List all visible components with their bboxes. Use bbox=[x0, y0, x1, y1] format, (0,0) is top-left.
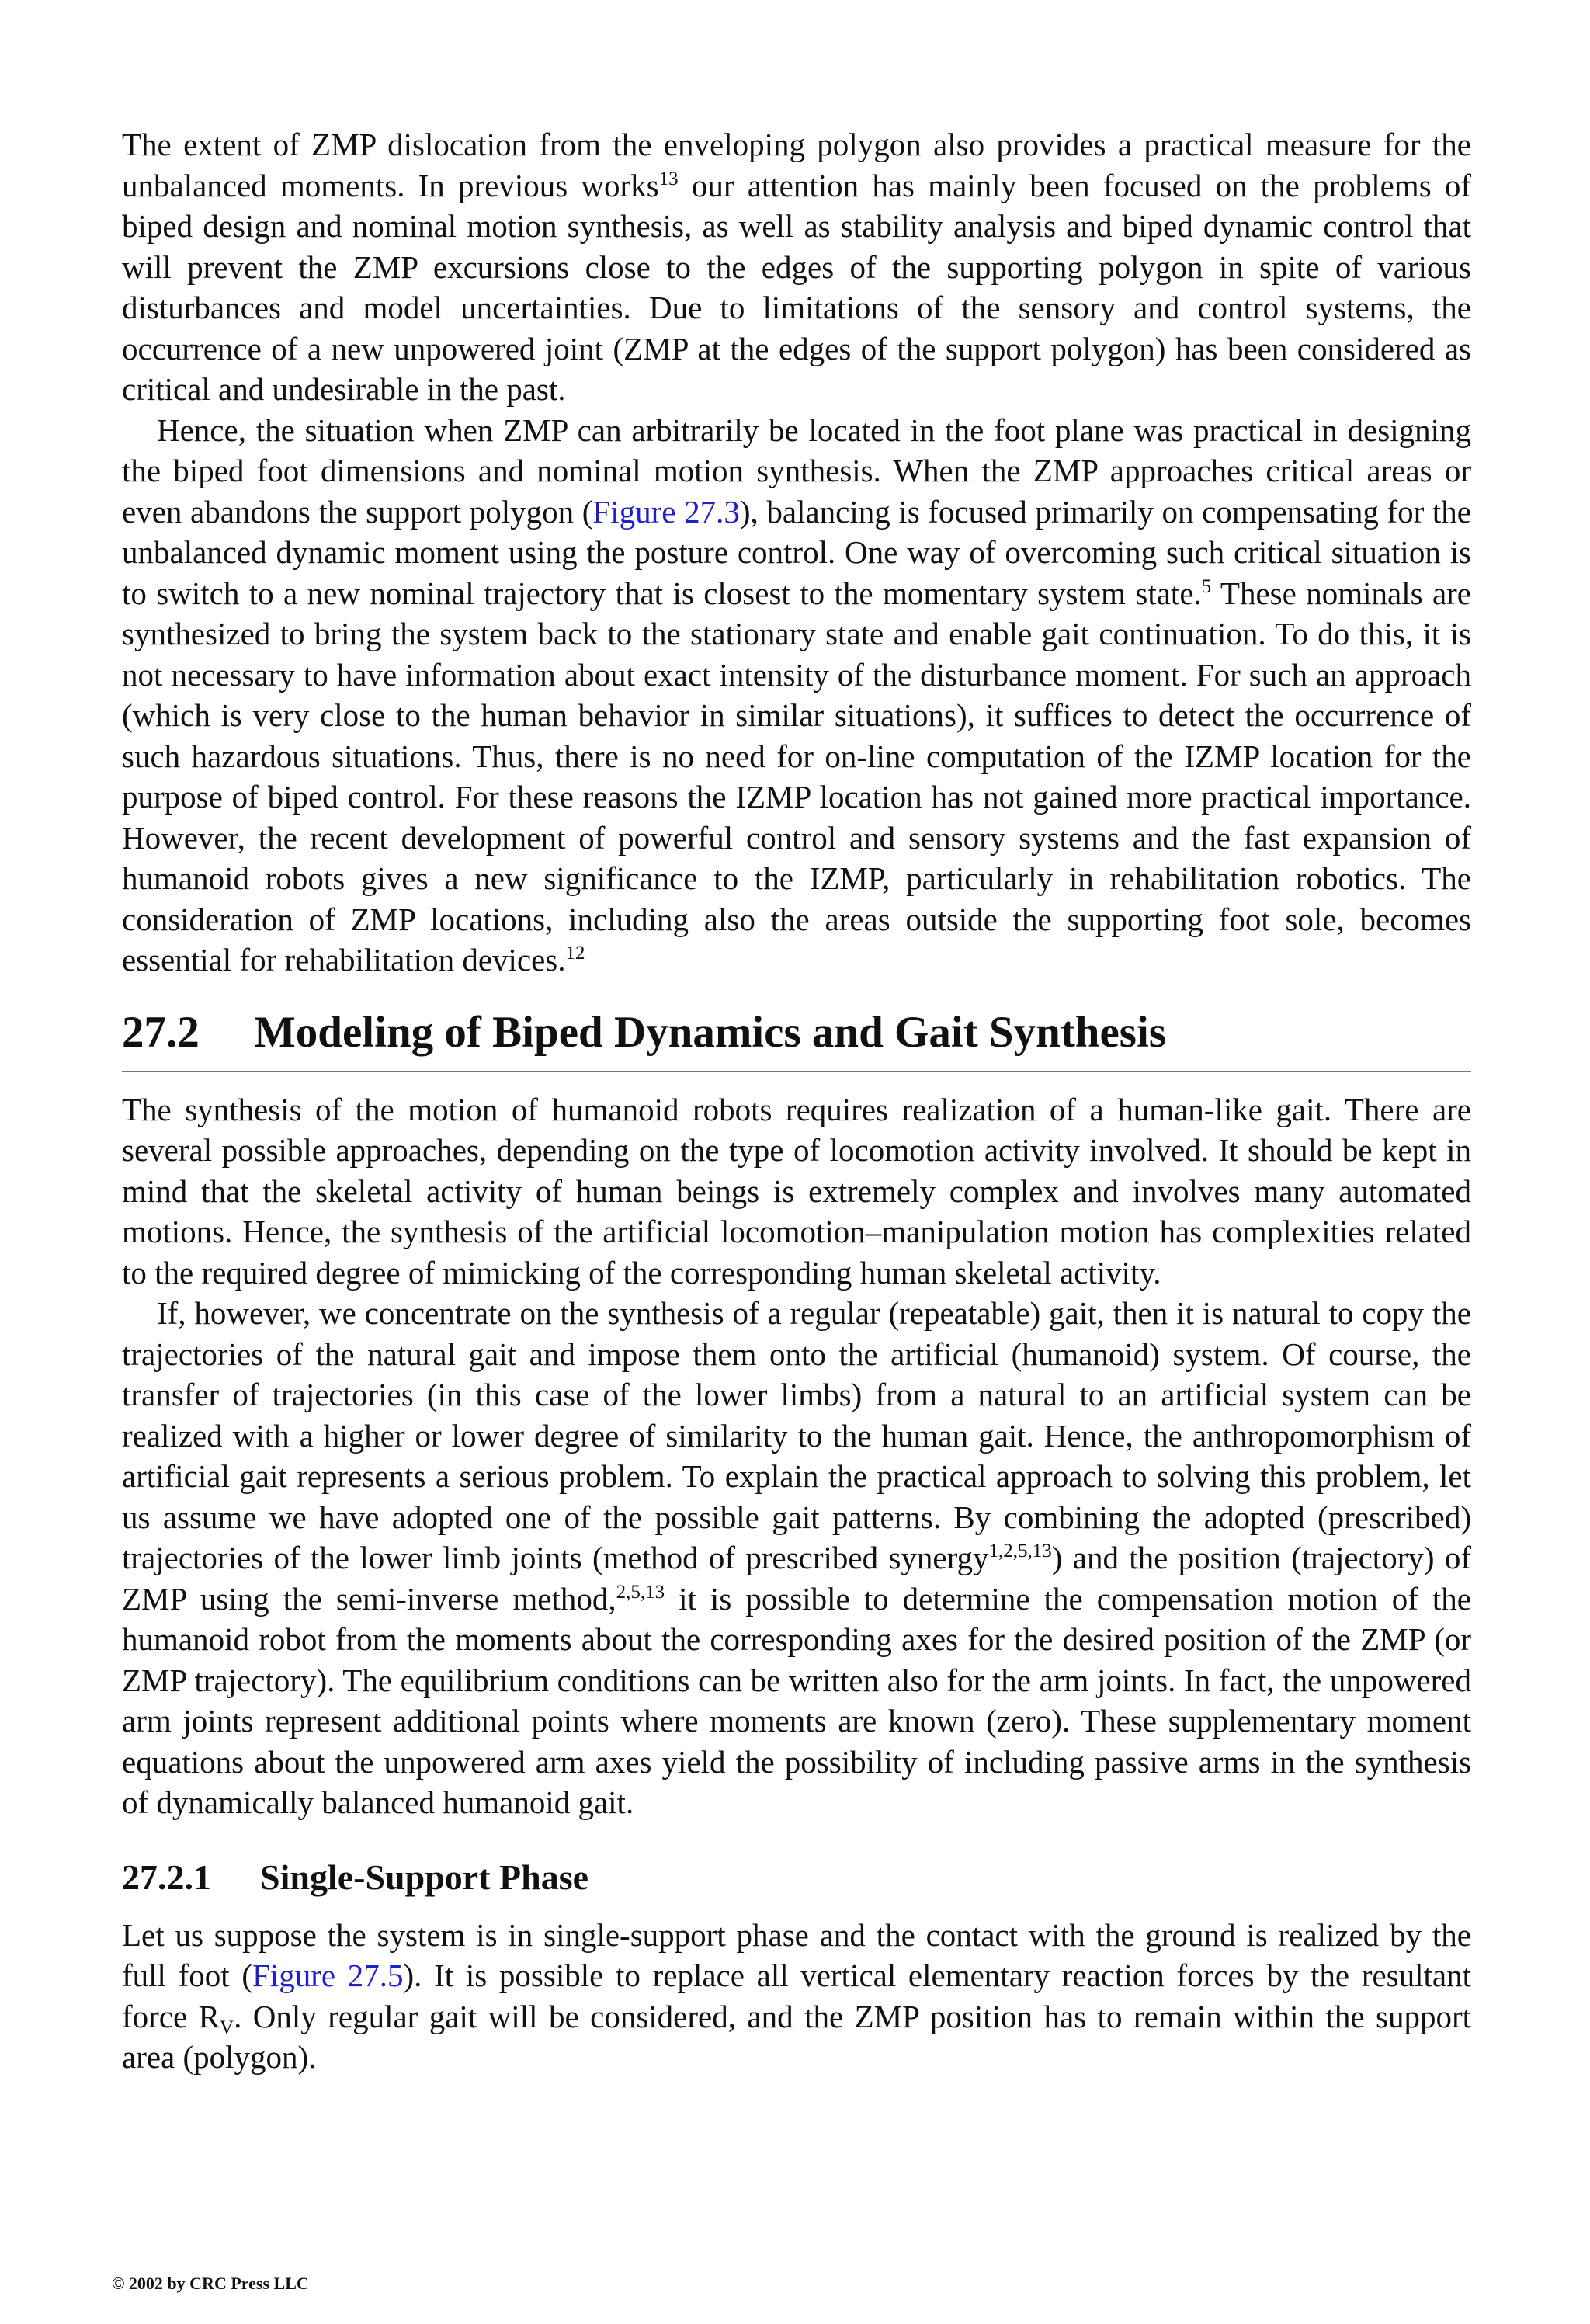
text-run: If, however, we concentrate on the synthesis of a regular (repeatable) gait, then it is natural to copy the trajectories of the natural gait and impose them onto the artificial (humanoid) system. Of course, the transfer of trajectories (in this case of the lower limbs) from a natural to an artificial system can be realized with a higher or lower degree of similarity to the human gait. Hence, the anthropomorphism of artificial gait represents a serious problem. To explain the practical approach to solving this problem, let us assume we have adopted one of the possible gait patterns. By combining the adopted (prescribed) trajectories of the lower limb joints (method of prescribed synergy bbox=[122, 1295, 1471, 1575]
citation-superscript: 1,2,5,13 bbox=[988, 1541, 1052, 1561]
subsection-title: Single-Support Phase bbox=[260, 1857, 589, 1897]
citation-superscript: 12 bbox=[565, 943, 585, 964]
subsection-number: 27.2.1 bbox=[122, 1857, 211, 1897]
paragraph-regular-gait bbox=[122, 1293, 1471, 1823]
text-run: Let us suppose the system is in single-support phase and the contact with the ground is realized by the full foot ( bbox=[122, 1916, 1471, 1993]
section-heading bbox=[122, 1006, 1471, 1072]
text-run: The extent of ZMP dislocation from the enveloping polygon also provides a practical measure for the unbalanced moments. In previous works bbox=[122, 127, 1471, 203]
text-run: it is possible to determine the compensation motion of the humanoid robot from the moments about the corresponding axes for the desired position of the ZMP (or ZMP trajectory). The equilibrium conditions can be written also for the arm joints. In fact, the unpowered arm joints represent additional points where moments are known (zero). These supplementary moment equations about the unpowered arm axes yield the possibility of including passive arms in the synthesis of dynamically balanced humanoid gait. bbox=[122, 1580, 1471, 1820]
copyright-footer: © 2002 by CRC Press LLC bbox=[112, 2274, 309, 2293]
paragraph-synthesis: The synthesis of the motion of humanoid robots requires realization of a human-like gait. There are several possible approaches, depending on the type of locomotion activity involved. It should be kept in mind that the skeletal activity of human beings is extremely complex and involves many automated motions. Hence, the synthesis of the artificial locomotion–manipulation motion has complexities related to the required degree of mimicking of the corresponding human skeletal activity. bbox=[122, 1091, 1471, 1291]
text-run: Hence, the situation when ZMP can arbitrarily be located in the foot plane was practical in designing the biped foot dimensions and nominal motion synthesis. When the ZMP approaches critical areas or even abandons the support polygon ( bbox=[122, 412, 1471, 530]
paragraph-zmp-extent bbox=[122, 124, 1471, 410]
page-content bbox=[122, 124, 1471, 2078]
text-run: ). It is possible to replace all vertical elementary reaction forces by the resultant force R bbox=[122, 1958, 1471, 2034]
paragraph-izmp bbox=[122, 410, 1471, 981]
subscript-v: V bbox=[220, 2017, 234, 2038]
text-run: our attention has mainly been focused on the problems of biped design and nominal motion synthesis, as well as stability analysis and biped dynamic control that will prevent the ZMP excursions close to the edges of the supporting polygon in spite of various disturbances and model uncertainties. Due to limitations of the sensory and control systems, the occurrence of a new unpowered joint (ZMP at the edges of the support polygon) has been considered as critical and undesirable in the past. bbox=[122, 167, 1472, 407]
section-title: Modeling of Biped Dynamics and Gait Synthesis bbox=[254, 1007, 1167, 1057]
figure-27-3-link[interactable]: Figure 27.3 bbox=[592, 493, 740, 530]
text-run: ), balancing is focused primarily on compensating for the unbalanced dynamic moment using the posture control. One way of overcoming such critical situation is to switch to a new nominal trajectory that is closest to the momentary system state. bbox=[122, 493, 1471, 611]
text-run: These nominals are synthesized to bring the system back to the stationary state and enable gait continuation. To do this, it is not necessary to have information about exact intensity of the disturbance moment. For such an approach (which is very close to the human behavior in similar situations), it suffices to detect the occurrence of such hazardous situations. Thus, there is no need for on-line computation of the IZMP location for the purpose of biped control. For these reasons the IZMP location has not gained more practical importance. However, the recent development of powerful control and sensory systems and the fast expansion of humanoid robots gives a new significance to the IZMP, particularly in rehabilitation robotics. The consideration of ZMP locations, including also the areas outside the supporting foot sole, becomes essential for rehabilitation devices. bbox=[122, 575, 1471, 978]
subsection-heading bbox=[122, 1854, 1471, 1901]
citation-superscript: 13 bbox=[658, 168, 679, 189]
figure-27-5-link[interactable]: Figure 27.5 bbox=[252, 1958, 404, 1993]
section-number: 27.2 bbox=[122, 1007, 200, 1057]
citation-superscript: 5 bbox=[1201, 575, 1212, 597]
text-run: ) and the position (trajectory) of ZMP using the semi-inverse method, bbox=[122, 1540, 1471, 1617]
citation-superscript: 2,5,13 bbox=[616, 1581, 665, 1603]
text-run: . Only regular gait will be considered, and the ZMP position has to remain within the support area (polygon). bbox=[122, 1998, 1471, 2075]
paragraph-single-support bbox=[122, 1915, 1471, 2078]
